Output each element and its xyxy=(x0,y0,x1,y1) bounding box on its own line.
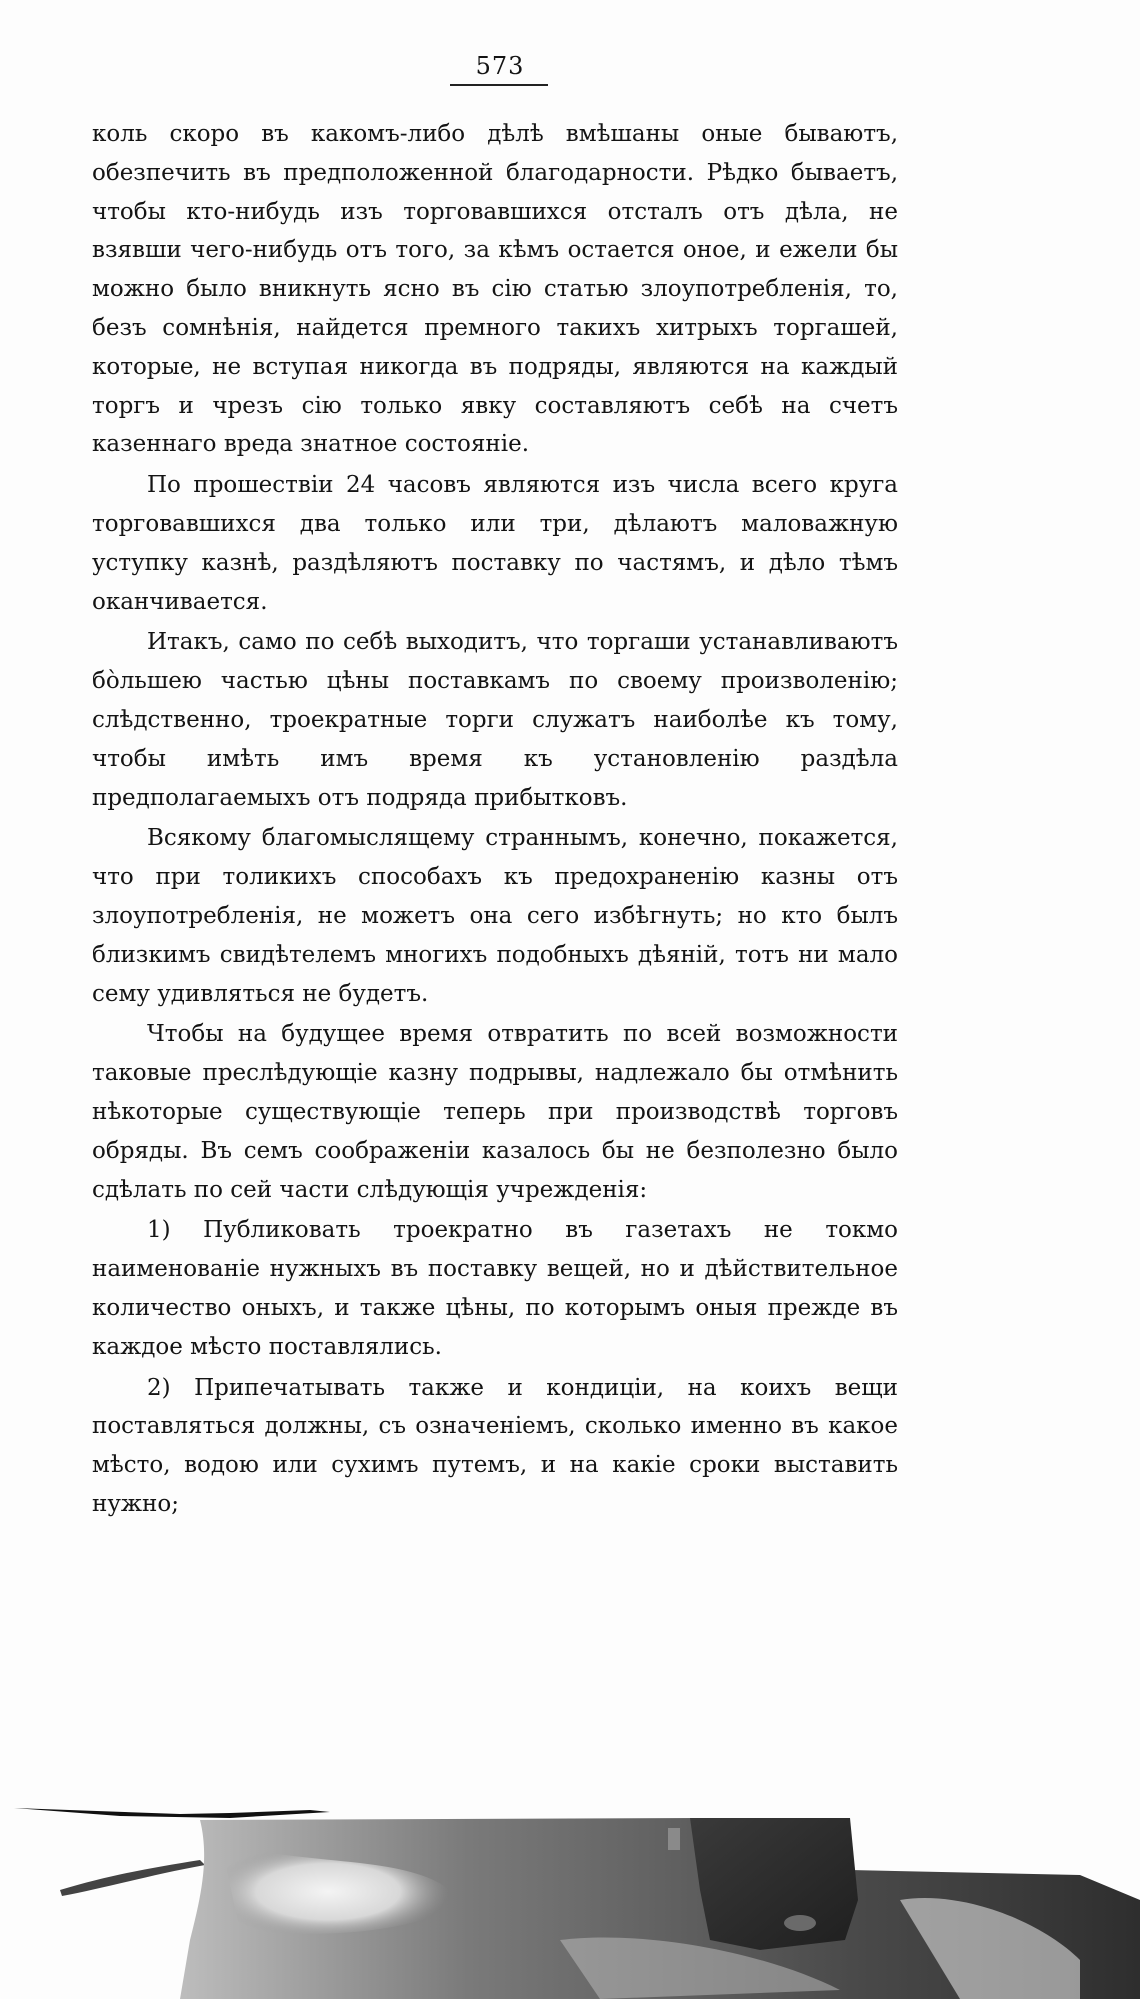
list-item-1: 1) Публиковать троекратно въ газетахъ не токмо наименованіе нужныхъ въ поставку вещей, но и дѣйствительное количество оныхъ, и также цѣны, по которымъ оныя прежде въ каждое мѣсто поставлялись. xyxy=(92,1217,898,1360)
paragraph-2: По прошествіи 24 часовъ являются изъ числа всего круга торговавшихся два только или три, дѣлаютъ маловажную уступку казнѣ, раздѣляютъ поставку по частямъ, и дѣло тѣмъ оканчивается. xyxy=(92,472,898,615)
scan-artifact xyxy=(0,1700,1140,1999)
paragraph-5: Чтобы на будущее время отвратить по всей возможности таковые преслѣдующіе казну подрывы, надлежало бы отмѣнить нѣкоторые существующіе теперь при производствѣ торговъ обряды. Въ семъ соображеніи казалось бы не безполезно было сдѣлать по сей части слѣдующія учрежденія: xyxy=(92,1021,898,1203)
paragraph-1: коль скоро въ какомъ-либо дѣлѣ вмѣшаны оные бываютъ, обезпечить въ предположенной благодарности. Рѣдко бываетъ, чтобы кто-нибудь изъ торговавшихся отсталъ отъ дѣла, не взявши чего-нибудь отъ того, за кѣмъ остается оное, и ежели бы можно было вникнуть ясно въ сію статью злоупотребленія, то, безъ сомнѣнія, найдется премного такихъ хитрыхъ торгашей, которые, не вступая никогда въ подряды, являются на каждый торгъ и чрезъ сію только явку составляютъ себѣ на счетъ казеннаго вреда знатное состояніе. xyxy=(92,121,898,458)
page-number: 573 xyxy=(475,52,525,80)
list-item-2: 2) Припечатывать также и кондиціи, на коихъ вещи поставляться должны, съ означеніемъ, сколько именно въ какое мѣсто, водою или сухимъ путемъ, и на какіе сроки выставить нужно; xyxy=(92,1374,898,1517)
paragraph-3: Итакъ, само по себѣ выходитъ, что торгаши устанавливаютъ бо̀льшею частью цѣны поставкамъ по своему произволенію; слѣдственно, троекратные торги служатъ наиболѣе къ тому, чтобы имѣть имъ время къ установленію раздѣла предполагаемыхъ отъ подряда прибытковъ. xyxy=(92,629,898,811)
paragraph-4: Всякому благомыслящему страннымъ, конечно, покажется, что при толикихъ способахъ къ предохраненію казны отъ злоупотребленія, не можетъ она сего избѣгнуть; но кто былъ близкимъ свидѣтелемъ многихъ подобныхъ дѣяній, тотъ ни мало сему удивляться не будетъ. xyxy=(92,825,898,1007)
body-text xyxy=(92,115,898,1526)
scan-smudge-graphic xyxy=(0,1700,1140,1999)
page-number-underline xyxy=(450,84,548,86)
